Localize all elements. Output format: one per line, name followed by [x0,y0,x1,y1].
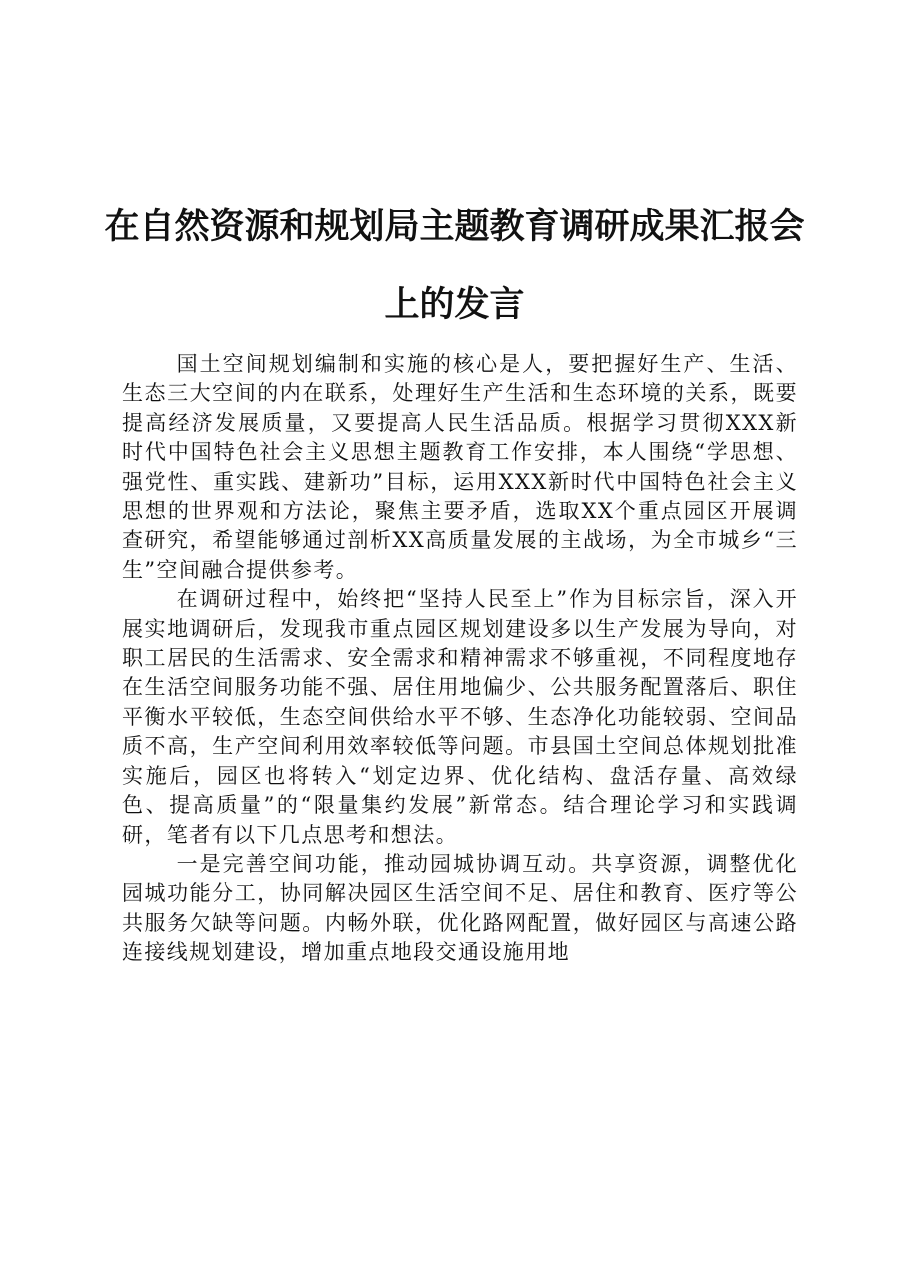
title-line-2: 上的发言 [384,284,525,325]
paragraph-2: 在调研过程中，始终把“坚持人民至上”作为目标宗旨，深入开展实地调研后，发现我市重点园区规划建设多以生产发展为导向，对职工居民的生活需求、安全需求和精神需求不够重视，不同程度地存在生活空间服务功能不强、居住用地偏少、公共服务配置落后、职住平衡水平较低，生态空间供给水平不够、生态净化功能较弱、空间品质不高，生产空间利用效率较低等问题。市县国土空间总体规划批准实施后，园区也将转入“划定边界、优化结构、盘活存量、高效绿色、提高质量”的“限量集约发展”新常态。结合理论学习和实践调研，笔者有以下几点思考和想法。 [122,587,798,847]
document-body [122,350,798,968]
title-line-1: 在自然资源和规划局主题教育调研成果汇报会 [104,206,805,247]
document-title [0,188,909,344]
paragraph-1: 国土空间规划编制和实施的核心是人，要把握好生产、生活、生态三大空间的内在联系，处理好生产生活和生态环境的关系，既要提高经济发展质量，又要提高人民生活品质。根据学习贯彻XXX新时代中国特色社会主义思想主题教育工作安排，本人围绕“学思想、强党性、重实践、建新功”目标，运用XXX新时代中国特色社会主义思想的世界观和方法论，聚焦主要矛盾，选取XX个重点园区开展调查研究，希望能够通过剖析XX高质量发展的主战场，为全市城乡“三生”空间融合提供参考。 [122,352,798,582]
paragraph-3: 一是完善空间功能，推动园城协调互动。共享资源，调整优化园城功能分工，协同解决园区生活空间不足、居住和教育、医疗等公共服务欠缺等问题。内畅外联，优化路网配置，做好园区与高速公路连接线规划建设，增加重点地段交通设施用地 [122,851,798,965]
